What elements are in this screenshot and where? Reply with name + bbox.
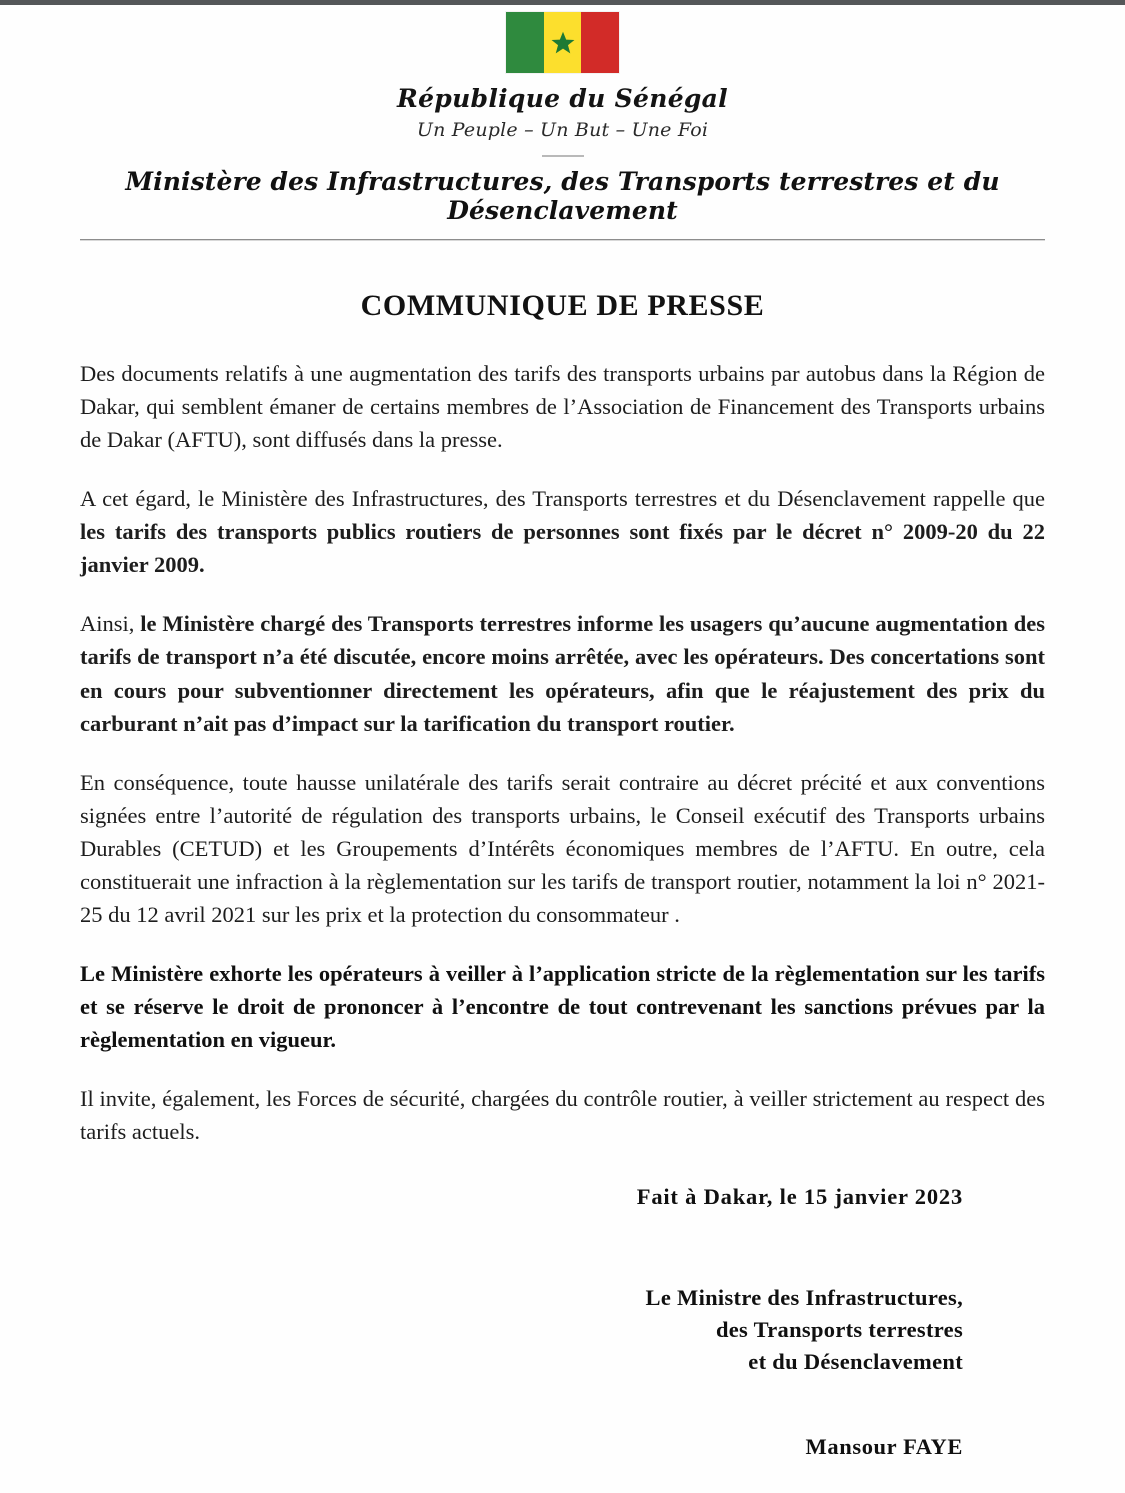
paragraph-6: Il invite, également, les Forces de sécurité, chargées du contrôle routier, à veiller strictement au respect des tarifs actuels. xyxy=(80,1086,1045,1145)
header-rule xyxy=(80,239,1045,241)
letterhead xyxy=(0,5,1125,241)
flag-band-red xyxy=(581,12,619,73)
document-body xyxy=(80,323,1045,1460)
signatory-name: Mansour FAYE xyxy=(805,1434,963,1460)
signatory-title-line-2: des Transports terrestres xyxy=(715,1317,963,1343)
paragraph-3-emphasis: le Ministère chargé des Transports terrestres informe les usagers qu’aucune augmentation des tarifs de transport n’a été discutée, encore moins arrêtée, avec les opérateurs. Des concertations sont en cours pour subventionner directement les opérateurs, afin que le réajustement des prix du carburant n’ait pas d’impact sur la tarification du transport routier. xyxy=(80,611,1045,736)
paragraph-1: Des documents relatifs à une augmentation des tarifs des transports urbains par autobus dans la Région de Dakar, qui semblent émaner de certains membres de l’Association de Financement des Transports urbains de Dakar (AFTU), sont diffusés dans la presse. xyxy=(80,361,1045,453)
national-motto: Un Peuple – Un But – Une Foi xyxy=(416,119,709,141)
paragraph-2-lead: A cet égard, le Ministère des Infrastructures, des Transports terrestres et du Désenclavement rappelle que xyxy=(80,486,1045,512)
paragraph-3-lead: Ainsi, xyxy=(80,611,141,637)
document-page xyxy=(0,5,1125,1493)
flag-band-yellow xyxy=(544,12,582,73)
paragraph-4: En conséquence, toute hausse unilatérale des tarifs serait contraire au décret précité et aux conventions signées entre l’autorité de régulation des transports urbains, le Conseil exécutif des Transports urbains Durables (CETUD) et les Groupements d’Intérêts économiques membres de l’AFTU. En outre, cela constituerait une infraction à la règlementation sur les tarifs de transport routier, notamment la loi n° 2021-25 du 12 avril 2021 sur les prix et la protection du consommateur . xyxy=(80,769,1045,927)
header-divider-dash xyxy=(542,155,584,157)
paragraph-3 xyxy=(80,607,1045,739)
signatory-title xyxy=(80,1282,1045,1378)
paragraph-2-tail: . xyxy=(198,552,205,578)
signatory-title-line-3: et du Désenclavement xyxy=(748,1349,963,1375)
paragraph-5: Le Ministère exhorte les opérateurs à veiller à l’application stricte de la règlementation sur les tarifs et se réserve le droit de prononcer à l’encontre de tout contrevenant les sanctions prévues par la règlementation en vigueur. xyxy=(80,960,1045,1053)
ministry-name: Ministère des Infrastructures, des Transports terrestres et du Désenclavement xyxy=(125,167,1000,225)
republic-name: République du Sénégal xyxy=(397,84,728,113)
paragraph-2 xyxy=(80,482,1045,581)
paragraph-2-emphasis: les tarifs des transports publics routiers de personnes sont fixés par le décret n° 2009-20 du 22 janvier 2009 xyxy=(80,519,1045,578)
page-title: COMMUNIQUE DE PRESSE xyxy=(360,289,765,322)
flag-band-green xyxy=(506,12,544,73)
signature-date: Fait à Dakar, le 15 janvier 2023 xyxy=(636,1184,963,1210)
senegal-flag-icon xyxy=(505,11,620,74)
signatory-title-line-1: Le Ministre des Infrastructures, xyxy=(645,1285,963,1311)
